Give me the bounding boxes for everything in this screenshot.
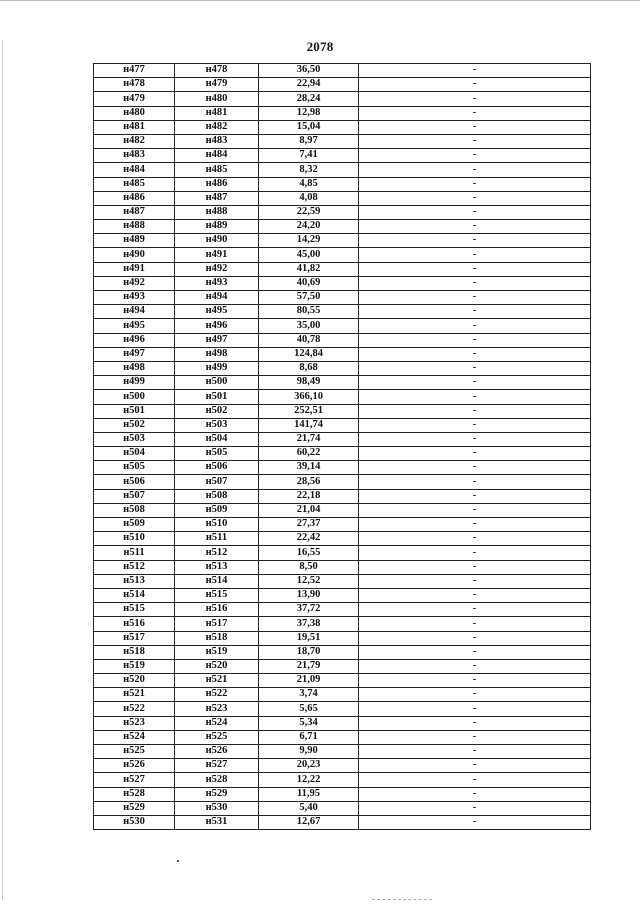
table-row <box>94 730 591 744</box>
note-cell: - <box>359 418 591 432</box>
table-row <box>94 361 591 375</box>
length-cell: 8,97 <box>259 134 359 148</box>
to-point-cell: н509 <box>175 503 259 517</box>
to-point-cell: н484 <box>175 149 259 163</box>
from-point-cell: н496 <box>94 333 175 347</box>
scan-edge-top <box>0 0 640 4</box>
to-point-cell: н491 <box>175 248 259 262</box>
table-row <box>94 645 591 659</box>
length-cell: 8,32 <box>259 163 359 177</box>
length-cell: 22,42 <box>259 532 359 546</box>
from-point-cell: н482 <box>94 134 175 148</box>
length-cell: 98,49 <box>259 376 359 390</box>
length-cell: 60,22 <box>259 447 359 461</box>
to-point-cell: н530 <box>175 801 259 815</box>
note-cell: - <box>359 588 591 602</box>
length-cell: 18,70 <box>259 645 359 659</box>
to-point-cell: н490 <box>175 234 259 248</box>
length-cell: 45,00 <box>259 248 359 262</box>
from-point-cell: н484 <box>94 163 175 177</box>
to-point-cell: н525 <box>175 730 259 744</box>
table-row <box>94 262 591 276</box>
from-point-cell: н490 <box>94 248 175 262</box>
from-point-cell: н488 <box>94 220 175 234</box>
note-cell: - <box>359 759 591 773</box>
from-point-cell: н530 <box>94 815 175 829</box>
from-point-cell: н479 <box>94 92 175 106</box>
to-point-cell: н478 <box>175 64 259 78</box>
note-cell: - <box>359 177 591 191</box>
to-point-cell: н482 <box>175 120 259 134</box>
note-cell: - <box>359 432 591 446</box>
length-cell: 11,95 <box>259 787 359 801</box>
note-cell: - <box>359 191 591 205</box>
length-cell: 5,65 <box>259 702 359 716</box>
length-cell: 20,23 <box>259 759 359 773</box>
length-cell: 35,00 <box>259 319 359 333</box>
length-cell: 80,55 <box>259 305 359 319</box>
length-cell: 21,04 <box>259 503 359 517</box>
note-cell: - <box>359 659 591 673</box>
to-point-cell: н510 <box>175 518 259 532</box>
table-row <box>94 716 591 730</box>
to-point-cell: н502 <box>175 404 259 418</box>
table-row <box>94 347 591 361</box>
table-row <box>94 560 591 574</box>
table-row <box>94 376 591 390</box>
length-cell: 21,79 <box>259 659 359 673</box>
note-cell: - <box>359 305 591 319</box>
table-row <box>94 787 591 801</box>
to-point-cell: н479 <box>175 78 259 92</box>
to-point-cell: н489 <box>175 220 259 234</box>
length-cell: 15,04 <box>259 120 359 134</box>
table-row <box>94 801 591 815</box>
from-point-cell: н491 <box>94 262 175 276</box>
to-point-cell: н529 <box>175 787 259 801</box>
from-point-cell: н480 <box>94 106 175 120</box>
note-cell: - <box>359 120 591 134</box>
table-row <box>94 205 591 219</box>
note-cell: - <box>359 503 591 517</box>
to-point-cell: н486 <box>175 177 259 191</box>
note-cell: - <box>359 149 591 163</box>
table-row <box>94 674 591 688</box>
length-cell: 19,51 <box>259 631 359 645</box>
length-cell: 6,71 <box>259 730 359 744</box>
table-row <box>94 134 591 148</box>
from-point-cell: н483 <box>94 149 175 163</box>
table-row <box>94 404 591 418</box>
to-point-cell: н506 <box>175 461 259 475</box>
from-point-cell: н481 <box>94 120 175 134</box>
note-cell: - <box>359 574 591 588</box>
table-row <box>94 532 591 546</box>
note-cell: - <box>359 702 591 716</box>
to-point-cell: н492 <box>175 262 259 276</box>
from-point-cell: н477 <box>94 64 175 78</box>
table-row <box>94 163 591 177</box>
from-point-cell: н493 <box>94 291 175 305</box>
to-point-cell: н485 <box>175 163 259 177</box>
note-cell: - <box>359 730 591 744</box>
to-point-cell: н516 <box>175 603 259 617</box>
from-point-cell: н505 <box>94 461 175 475</box>
table-row <box>94 603 591 617</box>
to-point-cell: н483 <box>175 134 259 148</box>
table-row <box>94 745 591 759</box>
length-cell: 4,85 <box>259 177 359 191</box>
length-cell: 12,98 <box>259 106 359 120</box>
table-row <box>94 234 591 248</box>
table-row <box>94 305 591 319</box>
note-cell: - <box>359 92 591 106</box>
table-row <box>94 659 591 673</box>
to-point-cell: н512 <box>175 546 259 560</box>
table-row <box>94 120 591 134</box>
from-point-cell: н515 <box>94 603 175 617</box>
to-point-cell: н531 <box>175 815 259 829</box>
table-row <box>94 546 591 560</box>
note-cell: - <box>359 631 591 645</box>
to-point-cell: н524 <box>175 716 259 730</box>
length-cell: 28,56 <box>259 475 359 489</box>
length-cell: 3,74 <box>259 688 359 702</box>
from-point-cell: н511 <box>94 546 175 560</box>
from-point-cell: н522 <box>94 702 175 716</box>
length-cell: 27,37 <box>259 518 359 532</box>
to-point-cell: н499 <box>175 361 259 375</box>
from-point-cell: н486 <box>94 191 175 205</box>
note-cell: - <box>359 716 591 730</box>
to-point-cell: н520 <box>175 659 259 673</box>
length-cell: 57,50 <box>259 291 359 305</box>
to-point-cell: н519 <box>175 645 259 659</box>
length-cell: 36,50 <box>259 64 359 78</box>
from-point-cell: н524 <box>94 730 175 744</box>
note-cell: - <box>359 376 591 390</box>
table-row <box>94 248 591 262</box>
from-point-cell: н519 <box>94 659 175 673</box>
to-point-cell: н522 <box>175 688 259 702</box>
table-row <box>94 688 591 702</box>
from-point-cell: н520 <box>94 674 175 688</box>
table-row <box>94 333 591 347</box>
note-cell: - <box>359 815 591 829</box>
bottom-scan-dash <box>372 899 432 901</box>
from-point-cell: н517 <box>94 631 175 645</box>
length-cell: 21,74 <box>259 432 359 446</box>
from-point-cell: н521 <box>94 688 175 702</box>
length-cell: 21,09 <box>259 674 359 688</box>
to-point-cell: н493 <box>175 276 259 290</box>
table-row <box>94 489 591 503</box>
table-row <box>94 702 591 716</box>
table-row <box>94 106 591 120</box>
from-point-cell: н516 <box>94 617 175 631</box>
length-cell: 9,90 <box>259 745 359 759</box>
from-point-cell: н506 <box>94 475 175 489</box>
table-row <box>94 447 591 461</box>
table-row <box>94 92 591 106</box>
to-point-cell: н523 <box>175 702 259 716</box>
note-cell: - <box>359 674 591 688</box>
table-row <box>94 815 591 829</box>
length-cell: 40,78 <box>259 333 359 347</box>
from-point-cell: н495 <box>94 319 175 333</box>
to-point-cell: н487 <box>175 191 259 205</box>
from-point-cell: н499 <box>94 376 175 390</box>
table-row <box>94 432 591 446</box>
length-cell: 28,24 <box>259 92 359 106</box>
note-cell: - <box>359 489 591 503</box>
note-cell: - <box>359 78 591 92</box>
table-row <box>94 617 591 631</box>
to-point-cell: н496 <box>175 319 259 333</box>
note-cell: - <box>359 617 591 631</box>
stray-mark <box>177 860 179 862</box>
note-cell: - <box>359 361 591 375</box>
length-cell: 16,55 <box>259 546 359 560</box>
table-row <box>94 64 591 78</box>
from-point-cell: н527 <box>94 773 175 787</box>
table-row <box>94 574 591 588</box>
length-cell: 252,51 <box>259 404 359 418</box>
table-row <box>94 418 591 432</box>
length-cell: 7,41 <box>259 149 359 163</box>
table-row <box>94 773 591 787</box>
table-row <box>94 78 591 92</box>
note-cell: - <box>359 518 591 532</box>
note-cell: - <box>359 106 591 120</box>
note-cell: - <box>359 234 591 248</box>
to-point-cell: н495 <box>175 305 259 319</box>
to-point-cell: н528 <box>175 773 259 787</box>
to-point-cell: н497 <box>175 333 259 347</box>
note-cell: - <box>359 801 591 815</box>
coordinates-table <box>93 63 591 830</box>
to-point-cell: н521 <box>175 674 259 688</box>
note-cell: - <box>359 276 591 290</box>
scan-edge-left <box>2 40 3 900</box>
note-cell: - <box>359 603 591 617</box>
table-row <box>94 191 591 205</box>
to-point-cell: н508 <box>175 489 259 503</box>
from-point-cell: н502 <box>94 418 175 432</box>
note-cell: - <box>359 532 591 546</box>
note-cell: - <box>359 291 591 305</box>
length-cell: 22,94 <box>259 78 359 92</box>
table-row <box>94 503 591 517</box>
length-cell: 12,22 <box>259 773 359 787</box>
from-point-cell: н500 <box>94 390 175 404</box>
table-row <box>94 475 591 489</box>
note-cell: - <box>359 163 591 177</box>
length-cell: 141,74 <box>259 418 359 432</box>
note-cell: - <box>359 134 591 148</box>
length-cell: 8,68 <box>259 361 359 375</box>
length-cell: 37,38 <box>259 617 359 631</box>
note-cell: - <box>359 546 591 560</box>
to-point-cell: н503 <box>175 418 259 432</box>
note-cell: - <box>359 205 591 219</box>
from-point-cell: н529 <box>94 801 175 815</box>
note-cell: - <box>359 220 591 234</box>
length-cell: 124,84 <box>259 347 359 361</box>
length-cell: 366,10 <box>259 390 359 404</box>
table-row <box>94 319 591 333</box>
table-row <box>94 291 591 305</box>
note-cell: - <box>359 787 591 801</box>
length-cell: 5,34 <box>259 716 359 730</box>
length-cell: 22,59 <box>259 205 359 219</box>
page-number: 2078 <box>306 39 334 54</box>
note-cell: - <box>359 347 591 361</box>
from-point-cell: н526 <box>94 759 175 773</box>
length-cell: 14,29 <box>259 234 359 248</box>
from-point-cell: н487 <box>94 205 175 219</box>
from-point-cell: н514 <box>94 588 175 602</box>
length-cell: 22,18 <box>259 489 359 503</box>
table-body <box>94 64 591 830</box>
to-point-cell: н500 <box>175 376 259 390</box>
note-cell: - <box>359 461 591 475</box>
length-cell: 39,14 <box>259 461 359 475</box>
note-cell: - <box>359 319 591 333</box>
table-row <box>94 461 591 475</box>
to-point-cell: н481 <box>175 106 259 120</box>
to-point-cell: н513 <box>175 560 259 574</box>
to-point-cell: н505 <box>175 447 259 461</box>
note-cell: - <box>359 560 591 574</box>
to-point-cell: н518 <box>175 631 259 645</box>
to-point-cell: н517 <box>175 617 259 631</box>
note-cell: - <box>359 645 591 659</box>
to-point-cell: н498 <box>175 347 259 361</box>
note-cell: - <box>359 688 591 702</box>
table-row <box>94 588 591 602</box>
length-cell: 13,90 <box>259 588 359 602</box>
table-row <box>94 631 591 645</box>
length-cell: 12,67 <box>259 815 359 829</box>
from-point-cell: н485 <box>94 177 175 191</box>
from-point-cell: н492 <box>94 276 175 290</box>
from-point-cell: н518 <box>94 645 175 659</box>
from-point-cell: н494 <box>94 305 175 319</box>
from-point-cell: н525 <box>94 745 175 759</box>
from-point-cell: н504 <box>94 447 175 461</box>
from-point-cell: н509 <box>94 518 175 532</box>
note-cell: - <box>359 248 591 262</box>
to-point-cell: н507 <box>175 475 259 489</box>
from-point-cell: н528 <box>94 787 175 801</box>
to-point-cell: н501 <box>175 390 259 404</box>
length-cell: 40,69 <box>259 276 359 290</box>
from-point-cell: н478 <box>94 78 175 92</box>
note-cell: - <box>359 64 591 78</box>
note-cell: - <box>359 404 591 418</box>
from-point-cell: н498 <box>94 361 175 375</box>
table-row <box>94 518 591 532</box>
to-point-cell: н511 <box>175 532 259 546</box>
note-cell: - <box>359 745 591 759</box>
from-point-cell: н489 <box>94 234 175 248</box>
note-cell: - <box>359 333 591 347</box>
to-point-cell: н480 <box>175 92 259 106</box>
table-row <box>94 177 591 191</box>
table-row <box>94 276 591 290</box>
note-cell: - <box>359 475 591 489</box>
table-row <box>94 390 591 404</box>
to-point-cell: н514 <box>175 574 259 588</box>
length-cell: 8,50 <box>259 560 359 574</box>
from-point-cell: н503 <box>94 432 175 446</box>
length-cell: 4,08 <box>259 191 359 205</box>
note-cell: - <box>359 447 591 461</box>
note-cell: - <box>359 773 591 787</box>
from-point-cell: н497 <box>94 347 175 361</box>
table-row <box>94 759 591 773</box>
note-cell: - <box>359 390 591 404</box>
note-cell: - <box>359 262 591 276</box>
from-point-cell: н510 <box>94 532 175 546</box>
from-point-cell: н501 <box>94 404 175 418</box>
to-point-cell: н504 <box>175 432 259 446</box>
to-point-cell: н488 <box>175 205 259 219</box>
from-point-cell: н507 <box>94 489 175 503</box>
from-point-cell: н523 <box>94 716 175 730</box>
from-point-cell: н513 <box>94 574 175 588</box>
to-point-cell: н515 <box>175 588 259 602</box>
table-row <box>94 220 591 234</box>
length-cell: 5,40 <box>259 801 359 815</box>
from-point-cell: н512 <box>94 560 175 574</box>
length-cell: 37,72 <box>259 603 359 617</box>
length-cell: 12,52 <box>259 574 359 588</box>
length-cell: 24,20 <box>259 220 359 234</box>
length-cell: 41,82 <box>259 262 359 276</box>
to-point-cell: н527 <box>175 759 259 773</box>
from-point-cell: н508 <box>94 503 175 517</box>
to-point-cell: н494 <box>175 291 259 305</box>
to-point-cell: н526 <box>175 745 259 759</box>
table-row <box>94 149 591 163</box>
